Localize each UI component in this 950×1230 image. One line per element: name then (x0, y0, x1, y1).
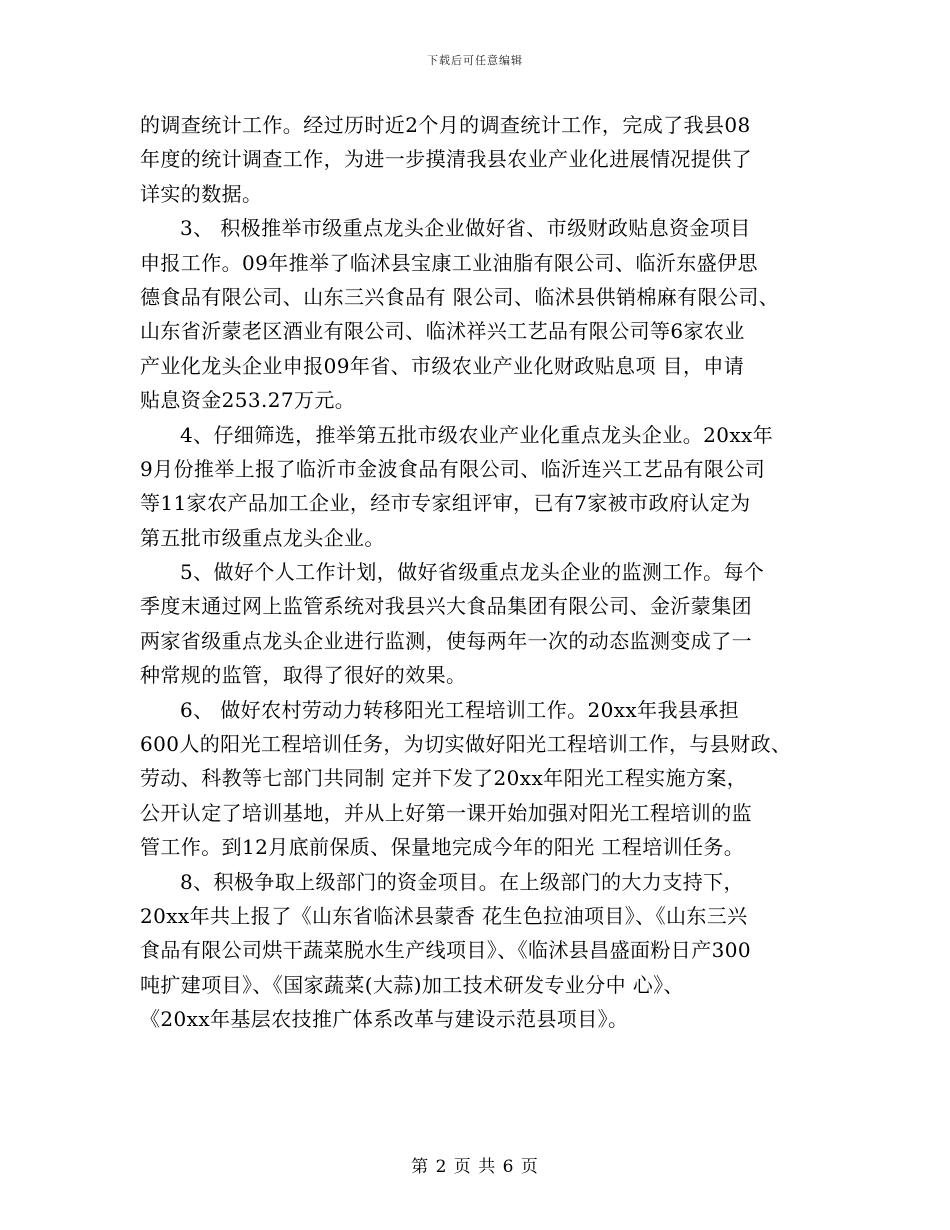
text-line: 20xx年共上报了《山东省临沭县蒙香 花生色拉油项目》、《山东三兴 (140, 903, 748, 928)
text-line: 产业化龙头企业申报09年省、市级农业产业化财政贴息项 目，申请 (140, 353, 745, 378)
paragraph-start-line: 3、 积极推举市级重点龙头企业做好省、市级财政贴息资金项目 (180, 216, 751, 241)
text-line: 贴息资金253.27万元。 (140, 388, 356, 413)
text-line: 山东省沂蒙老区酒业有限公司、临沭祥兴工艺品有限公司等6家农业 (140, 319, 745, 344)
paragraph-start-line: 4、仔细筛选，推举第五批市级农业产业化重点龙头企业。20xx年 (180, 422, 774, 447)
document-body (140, 108, 820, 1037)
text-line: 管工作。到12月底前保质、保量地完成今年的阳光 工程培训任务。 (140, 835, 745, 860)
text-line: 吨扩建项目》、《国家蔬菜(大蒜)加工技术研发专业分中 心》、 (140, 972, 684, 997)
page-footer: 第 2 页 共 6 页 (411, 1157, 539, 1177)
paragraph-start-line: 6、 做好农村劳动力转移阳光工程培训工作。20xx年我县承担 (180, 697, 740, 722)
paragraph-start-line: 5、做好个人工作计划，做好省级重点龙头企业的监测工作。每个 (180, 560, 765, 585)
text-line: 600人的阳光工程培训任务，为切实做好阳光工程培训工作，与县财政、 (140, 732, 792, 757)
text-line: 劳动、科教等七部门共同制 定并下发了20xx年阳光工程实施方案， (140, 766, 748, 791)
text-line: 的调查统计工作。经过历时近2个月的调查统计工作，完成了我县08 (140, 113, 751, 137)
text-line: 季度末通过网上监管系统对我县兴大食品集团有限公司、金沂蒙集团 (140, 594, 752, 619)
text-line: 申报工作。09年推举了临沭县宝康工业油脂有限公司、临沂东盛伊思 (140, 250, 758, 275)
page-header: 下载后可任意编辑 (427, 54, 523, 67)
text-line: 9月份推举上报了临沂市金波食品有限公司、临沂连兴工艺品有限公司 (140, 456, 766, 481)
text-line: 公开认定了培训基地，并从上好第一课开始加强对阳光工程培训的监 (140, 800, 752, 825)
paragraph-start-line: 8、积极争取上级部门的资金项目。在上级部门的大力支持下， (180, 869, 744, 894)
text-line: 食品有限公司烘干蔬菜脱水生产线项目》、《临沭县昌盛面粉日产300 (140, 938, 751, 963)
text-line: 等11家农产品加工企业，经市专家组评审，已有7家被市政府认定为 (140, 491, 751, 516)
text-line: 年度的统计调查工作，为进一步摸清我县农业产业化进展情况提供了 (140, 147, 752, 172)
text-line: 两家省级重点龙头企业进行监测，使每两年一次的动态监测变成了一 (140, 628, 752, 653)
text-line: 德食品有限公司、山东三兴食品有 限公司、临沭县供销棉麻有限公司、 (140, 284, 780, 309)
text-line: 《20xx年基层农技推广体系改革与建设示范县项目》。 (140, 1007, 629, 1032)
text-line: 第五批市级重点龙头企业。 (140, 525, 385, 550)
text-line: 种常规的监管，取得了很好的效果。 (140, 663, 467, 688)
text-line: 详实的数据。 (140, 181, 263, 206)
